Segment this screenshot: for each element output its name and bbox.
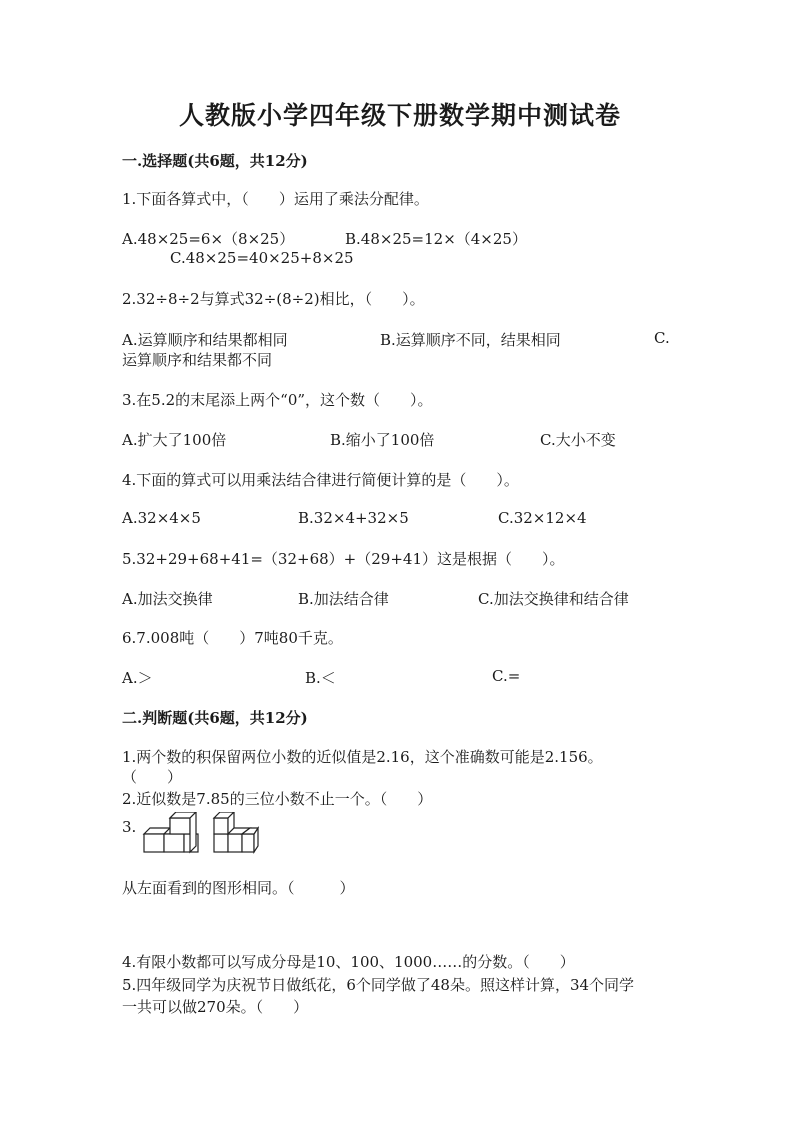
q3-option-a: A.扩大了100倍	[122, 431, 227, 449]
question-4: 4.下面的算式可以用乘法结合律进行简便计算的是（ ）。	[122, 471, 519, 489]
question-3: 3.在5.2的末尾添上两个“0”，这个数（ ）。	[122, 391, 433, 409]
question-5: 5.32+29+68+41=（32+68）+（29+41）这是根据（ ）。	[122, 550, 565, 568]
q2-option-b: B.运算顺序不同，结果相同	[380, 331, 561, 349]
q6-option-b: B.＜	[305, 669, 336, 687]
q5-option-a: A.加法交换律	[122, 590, 213, 608]
q3-option-c: C.大小不变	[540, 431, 616, 449]
cube-figures	[140, 812, 260, 856]
question-1: 1.下面各算式中，（ ）运用了乘法分配律。	[122, 190, 429, 208]
q3-option-b: B.缩小了100倍	[330, 431, 435, 449]
question-6: 6.7.008吨（ ）7吨80千克。	[122, 629, 343, 647]
q2-option-c-label: C.	[654, 329, 670, 347]
judge-item-5: 5.四年级同学为庆祝节日做纸花，6个同学做了48朵。照这样计算，34个同学	[122, 976, 635, 994]
judge-item-1-blank: （ ）	[122, 768, 183, 786]
question-2: 2.32÷8÷2与算式32÷(8÷2)相比，（ ）。	[122, 290, 425, 308]
judge-item-3-text: 从左面看到的图形相同。（ ）	[122, 879, 355, 897]
page-title: 人教版小学四年级下册数学期中测试卷	[178, 101, 621, 130]
cube-figure-right	[214, 812, 258, 852]
section-heading-judge: 二.判断题(共6题，共12分)	[122, 709, 308, 727]
q1-option-a: A.48×25=6×（8×25）	[122, 230, 295, 248]
q5-option-b: B.加法结合律	[298, 590, 389, 608]
q1-option-c: C.48×25=40×25+8×25	[170, 249, 354, 267]
judge-item-4: 4.有限小数都可以写成分母是10、100、1000……的分数。（ ）	[122, 953, 575, 971]
judge-item-3-number: 3.	[122, 818, 137, 836]
q1-option-b: B.48×25=12×（4×25）	[345, 230, 527, 248]
judge-item-2: 2.近似数是7.85的三位小数不止一个。（ ）	[122, 790, 433, 808]
q2-option-c-text: 运算顺序和结果都不同	[122, 351, 273, 369]
q4-option-b: B.32×4+32×5	[298, 509, 409, 527]
judge-item-1: 1.两个数的积保留两位小数的近似值是2.16，这个准确数可能是2.156。	[122, 748, 603, 766]
judge-item-5-cont: 一共可以做270朵。（ ）	[122, 998, 309, 1016]
q2-option-a: A.运算顺序和结果都相同	[122, 331, 288, 349]
section-heading-choice: 一.选择题(共6题，共12分)	[122, 152, 308, 170]
q6-option-c: C.=	[492, 667, 521, 685]
q4-option-c: C.32×12×4	[498, 509, 587, 527]
q5-option-c: C.加法交换律和结合律	[478, 590, 629, 608]
cube-figure-left	[144, 812, 198, 852]
q6-option-a: A.＞	[122, 669, 153, 687]
q4-option-a: A.32×4×5	[122, 509, 201, 527]
